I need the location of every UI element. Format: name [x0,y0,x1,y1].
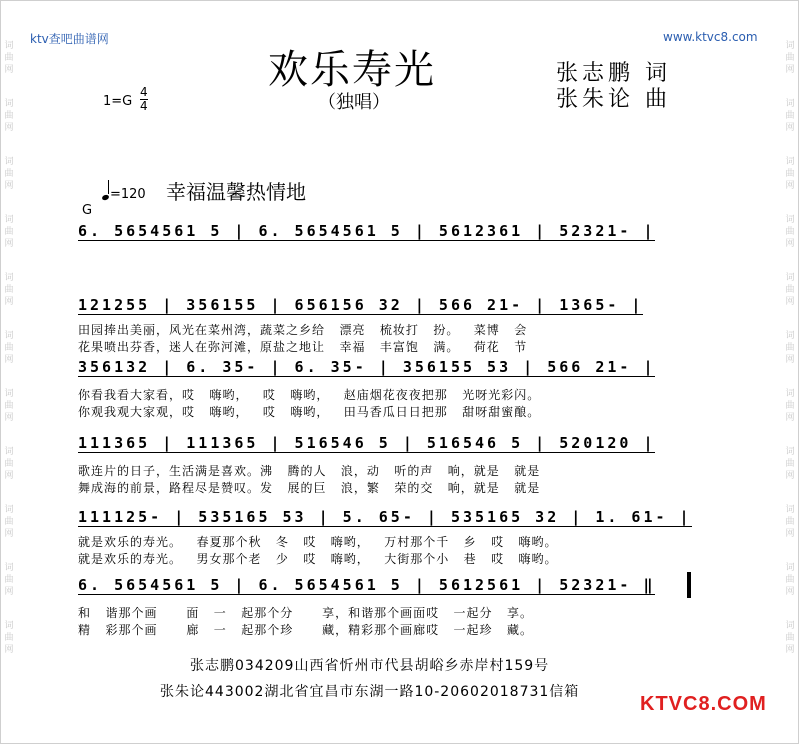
score-line-6: 6. 5654561 5 | 6. 5654561 5 | 5612561 | 52321- ‖ [78,576,656,594]
site-name-link[interactable]: ktv查吧曲谱网 [30,32,109,46]
lyric-line: 和 谐那个画 面 一 起那个分 享，和谐那个画面哎 一起分 享。 [78,606,533,620]
lyricist-address: 张志鹏034209山西省忻州市代县胡峪乡赤岸村159号 [190,658,550,674]
score-line-2: 121255 | 356155 | 656156 32 | 566 21- | 1365- | [78,296,644,314]
quarter-note-icon [101,194,109,201]
final-barline [687,572,691,598]
side-watermark-right: 词 曲 网 词 曲 网 词 曲 网 词 曲 网 词 曲 网 词 曲 网 词 曲 网 词 曲 网 词 曲 网 词 曲 网 词 曲 网 [785,41,795,655]
song-subtitle: （独唱） [318,92,390,113]
tempo-marking: =120 [102,184,146,202]
expression-marking: 幸福温馨热情地 [166,180,306,204]
chord-symbol: G [82,203,93,218]
lyric-line: 你看我看大家看，哎 嗨哟， 哎 嗨哟， 赵庙烟花夜夜把那 光呀光彩闪。 [78,388,541,402]
lyric-line: 就是欢乐的寿光。 男女那个老 少 哎 嗨哟， 大街那个小 巷 哎 嗨哟。 [78,552,558,566]
site-url-link[interactable]: www.ktvc8.com [663,30,758,44]
score-line-3: 356132 | 6. 35- | 6. 35- | 356155 53 | 566 21- | [78,358,656,376]
score-line-5: 111125- | 535165 53 | 5. 65- | 535165 32 | 1. 61- | [78,508,692,526]
lyric-line: 你观我观大家观，哎 嗨哟， 哎 嗨哟， 田马香瓜日日把那 甜呀甜蜜酿。 [78,405,541,419]
time-signature: 4 4 [140,85,148,113]
lyric-line: 舞成海的前景，路程尽是赞叹。发 展的巨 浪，繁 荣的交 响，就是 就是 [78,481,541,495]
side-watermark-left: 词 曲 网 词 曲 网 词 曲 网 词 曲 网 词 曲 网 词 曲 网 词 曲 网 词 曲 网 词 曲 网 词 曲 网 词 曲 网 [4,41,14,655]
score-line-1: 6. 5654561 5 | 6. 5654561 5 | 5612361 | 52321- | [78,222,656,240]
lyric-line: 花果喷出芬香，迷人在弥河滩，原盐之地让 幸福 丰富饱 满。 荷花 节 [78,340,528,354]
lyric-line: 就是欢乐的寿光。 春夏那个秋 冬 哎 嗨哟， 万村那个千 乡 哎 嗨哟。 [78,535,558,549]
key-signature: 1=G [103,94,133,109]
song-title: 欢乐寿光 [268,47,436,93]
ktvc8-logo: KTVC8.COM [640,693,767,715]
lyric-line: 歌连片的日子，生活满是喜欢。沸 腾的人 浪，动 听的声 响，就是 就是 [78,464,541,478]
composer-address: 张朱论443002湖北省宜昌市东湖一路10-20602018731信箱 [160,684,580,700]
composer-credit: 张朱论 曲 [556,87,671,112]
score-line-4: 111365 | 111365 | 516546 5 | 516546 5 | 520120 | [78,434,656,452]
lyric-line: 精 彩那个画 廊 一 起那个珍 藏，精彩那个画廊哎 一起珍 藏。 [78,623,533,637]
lyricist-credit: 张志鹏 词 [556,61,671,86]
lyric-line: 田园捧出美丽，风光在菜州湾，蔬菜之乡给 漂亮 梳妆打 扮。 菜博 会 [78,323,528,337]
